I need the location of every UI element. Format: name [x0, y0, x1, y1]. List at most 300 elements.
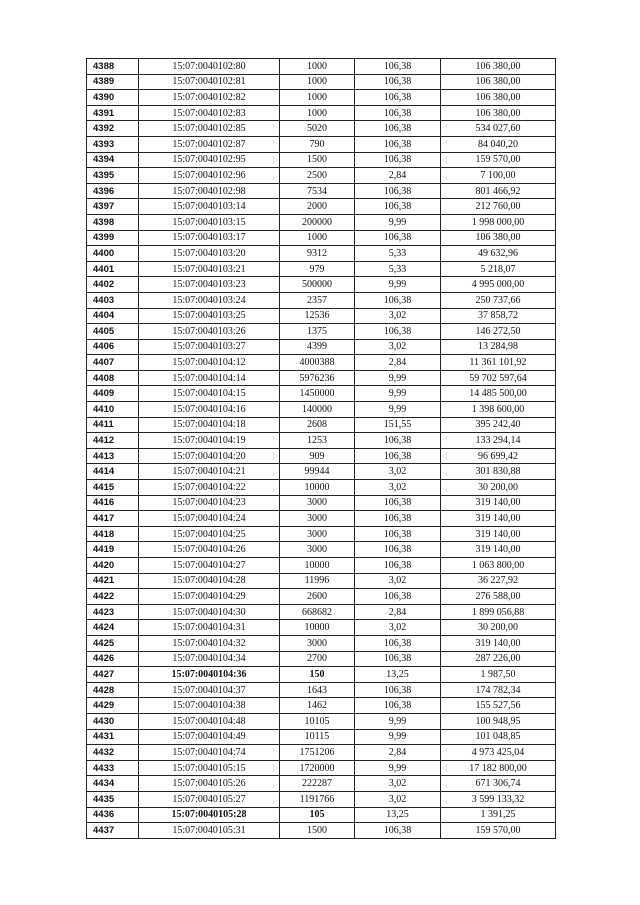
row-number-cell: 4417: [87, 511, 139, 527]
area-cell: 5020: [280, 121, 355, 137]
cadastral-value-cell: 319 140,00: [441, 495, 556, 511]
cadastral-number-cell: 15:07:0040102:85: [139, 121, 280, 137]
cadastral-value-cell: 1 998 000,00: [441, 214, 556, 230]
table-row: [87, 573, 556, 589]
cadastral-value-cell: 159 570,00: [441, 152, 556, 168]
cadastral-number-cell: 15:07:0040103:14: [139, 199, 280, 215]
row-number-cell: 4403: [87, 292, 139, 308]
row-number-cell: 4422: [87, 589, 139, 605]
table-row: [87, 136, 556, 152]
cadastral-value-cell: 13 284,98: [441, 339, 556, 355]
cadastral-number-cell: 15:07:0040104:19: [139, 433, 280, 449]
cadastral-number-cell: 15:07:0040102:80: [139, 59, 280, 75]
specific-value-cell: 106,38: [355, 136, 441, 152]
area-cell: 2000: [280, 199, 355, 215]
row-number-cell: 4436: [87, 807, 139, 823]
cadastral-number-cell: 15:07:0040104:38: [139, 698, 280, 714]
area-cell: 1375: [280, 324, 355, 340]
table-row: [87, 511, 556, 527]
specific-value-cell: 106,38: [355, 635, 441, 651]
specific-value-cell: 106,38: [355, 526, 441, 542]
area-cell: 2357: [280, 292, 355, 308]
table-row: [87, 651, 556, 667]
cadastral-number-cell: 15:07:0040104:30: [139, 604, 280, 620]
specific-value-cell: 106,38: [355, 74, 441, 90]
cadastral-value-cell: 106 380,00: [441, 59, 556, 75]
row-number-cell: 4401: [87, 261, 139, 277]
specific-value-cell: 106,38: [355, 324, 441, 340]
row-number-cell: 4404: [87, 308, 139, 324]
cadastral-value-cell: 11 361 101,92: [441, 355, 556, 371]
row-number-cell: 4431: [87, 729, 139, 745]
cadastral-number-cell: 15:07:0040104:31: [139, 620, 280, 636]
cadastral-number-cell: 15:07:0040103:20: [139, 246, 280, 262]
cadastral-value-cell: 5 218,07: [441, 261, 556, 277]
row-number-cell: 4406: [87, 339, 139, 355]
cadastral-number-cell: 15:07:0040104:18: [139, 417, 280, 433]
cadastral-value-cell: 96 699,42: [441, 448, 556, 464]
cadastral-value-cell: 106 380,00: [441, 105, 556, 121]
table-row: [87, 355, 556, 371]
specific-value-cell: 106,38: [355, 90, 441, 106]
cadastral-number-cell: 15:07:0040104:49: [139, 729, 280, 745]
area-cell: 2700: [280, 651, 355, 667]
row-number-cell: 4419: [87, 542, 139, 558]
table-row: [87, 402, 556, 418]
specific-value-cell: 106,38: [355, 511, 441, 527]
area-cell: 105: [280, 807, 355, 823]
cadastral-number-cell: 15:07:0040104:26: [139, 542, 280, 558]
specific-value-cell: 9,99: [355, 729, 441, 745]
cadastral-value-cell: 106 380,00: [441, 90, 556, 106]
table-row: [87, 542, 556, 558]
cadastral-number-cell: 15:07:0040105:15: [139, 760, 280, 776]
table-row: [87, 183, 556, 199]
specific-value-cell: 3,02: [355, 308, 441, 324]
area-cell: 4399: [280, 339, 355, 355]
row-number-cell: 4396: [87, 183, 139, 199]
specific-value-cell: 5,33: [355, 246, 441, 262]
cadastral-value-cell: 276 588,00: [441, 589, 556, 605]
area-cell: 7534: [280, 183, 355, 199]
table-row: [87, 339, 556, 355]
specific-value-cell: 106,38: [355, 183, 441, 199]
table-row: [87, 433, 556, 449]
area-cell: 10105: [280, 713, 355, 729]
table-row: [87, 308, 556, 324]
row-number-cell: 4388: [87, 59, 139, 75]
cadastral-value-cell: 106 380,00: [441, 230, 556, 246]
row-number-cell: 4414: [87, 464, 139, 480]
table-row: [87, 277, 556, 293]
table-row: [87, 230, 556, 246]
table-row: [87, 370, 556, 386]
row-number-cell: 4399: [87, 230, 139, 246]
area-cell: 1253: [280, 433, 355, 449]
row-number-cell: 4400: [87, 246, 139, 262]
cadastral-number-cell: 15:07:0040104:34: [139, 651, 280, 667]
area-cell: 9312: [280, 246, 355, 262]
row-number-cell: 4418: [87, 526, 139, 542]
area-cell: 2600: [280, 589, 355, 605]
table-row: [87, 667, 556, 683]
specific-value-cell: 13,25: [355, 667, 441, 683]
row-number-cell: 4394: [87, 152, 139, 168]
table-row: [87, 698, 556, 714]
specific-value-cell: 3,02: [355, 791, 441, 807]
table-row: [87, 121, 556, 137]
specific-value-cell: 3,02: [355, 573, 441, 589]
specific-value-cell: 3,02: [355, 464, 441, 480]
specific-value-cell: 151,55: [355, 417, 441, 433]
cadastral-number-cell: 15:07:0040104:14: [139, 370, 280, 386]
cadastral-value-cell: 37 858,72: [441, 308, 556, 324]
table-row: [87, 59, 556, 75]
row-number-cell: 4395: [87, 168, 139, 184]
cadastral-number-cell: 15:07:0040103:24: [139, 292, 280, 308]
specific-value-cell: 3,02: [355, 620, 441, 636]
specific-value-cell: 106,38: [355, 433, 441, 449]
specific-value-cell: 9,99: [355, 277, 441, 293]
cadastral-number-cell: 15:07:0040104:20: [139, 448, 280, 464]
cadastral-value-cell: 146 272,50: [441, 324, 556, 340]
area-cell: 200000: [280, 214, 355, 230]
row-number-cell: 4425: [87, 635, 139, 651]
area-cell: 1500: [280, 152, 355, 168]
row-number-cell: 4392: [87, 121, 139, 137]
cadastral-value-cell: 319 140,00: [441, 542, 556, 558]
area-cell: 1000: [280, 230, 355, 246]
table-row: [87, 448, 556, 464]
specific-value-cell: 5,33: [355, 261, 441, 277]
cadastral-value-cell: 319 140,00: [441, 526, 556, 542]
specific-value-cell: 106,38: [355, 199, 441, 215]
specific-value-cell: 106,38: [355, 152, 441, 168]
area-cell: 1000: [280, 59, 355, 75]
cadastral-number-cell: 15:07:0040104:16: [139, 402, 280, 418]
area-cell: 1720000: [280, 760, 355, 776]
cadastral-value-cell: 17 182 800,00: [441, 760, 556, 776]
row-number-cell: 4398: [87, 214, 139, 230]
table-row: [87, 464, 556, 480]
cadastral-number-cell: 15:07:0040105:31: [139, 823, 280, 839]
cadastral-number-cell: 15:07:0040102:82: [139, 90, 280, 106]
specific-value-cell: 9,99: [355, 214, 441, 230]
area-cell: 10115: [280, 729, 355, 745]
specific-value-cell: 3,02: [355, 776, 441, 792]
area-cell: 1000: [280, 90, 355, 106]
specific-value-cell: 106,38: [355, 542, 441, 558]
area-cell: 500000: [280, 277, 355, 293]
cadastral-number-cell: 15:07:0040105:27: [139, 791, 280, 807]
cadastral-number-cell: 15:07:0040103:15: [139, 214, 280, 230]
cadastral-value-cell: 106 380,00: [441, 74, 556, 90]
area-cell: 5976236: [280, 370, 355, 386]
cadastral-value-cell: 287 226,00: [441, 651, 556, 667]
table-row: [87, 791, 556, 807]
row-number-cell: 4426: [87, 651, 139, 667]
cadastral-value-cell: 3 599 133,32: [441, 791, 556, 807]
cadastral-value-cell: 4 973 425,04: [441, 745, 556, 761]
cadastral-value-cell: 59 702 597,64: [441, 370, 556, 386]
specific-value-cell: 106,38: [355, 651, 441, 667]
cadastral-number-cell: 15:07:0040104:25: [139, 526, 280, 542]
specific-value-cell: 9,99: [355, 760, 441, 776]
cadastral-number-cell: 15:07:0040102:96: [139, 168, 280, 184]
table-row: [87, 745, 556, 761]
table-row: [87, 90, 556, 106]
table-row: [87, 620, 556, 636]
specific-value-cell: 106,38: [355, 59, 441, 75]
area-cell: 12536: [280, 308, 355, 324]
table-row: [87, 105, 556, 121]
row-number-cell: 4427: [87, 667, 139, 683]
area-cell: 1000: [280, 74, 355, 90]
specific-value-cell: 106,38: [355, 448, 441, 464]
cadastral-number-cell: 15:07:0040104:29: [139, 589, 280, 605]
area-cell: 10000: [280, 558, 355, 574]
specific-value-cell: 3,02: [355, 339, 441, 355]
cadastral-value-cell: 159 570,00: [441, 823, 556, 839]
area-cell: 3000: [280, 526, 355, 542]
area-cell: 1191766: [280, 791, 355, 807]
cadastral-value-cell: 1 391,25: [441, 807, 556, 823]
area-cell: 668682: [280, 604, 355, 620]
cadastral-number-cell: 15:07:0040102:95: [139, 152, 280, 168]
table-row: [87, 168, 556, 184]
cadastral-number-cell: 15:07:0040103:26: [139, 324, 280, 340]
specific-value-cell: 2,84: [355, 168, 441, 184]
table-row: [87, 682, 556, 698]
row-number-cell: 4421: [87, 573, 139, 589]
area-cell: 3000: [280, 495, 355, 511]
table-row: [87, 246, 556, 262]
table-row: [87, 713, 556, 729]
cadastral-value-cell: 319 140,00: [441, 635, 556, 651]
specific-value-cell: 9,99: [355, 370, 441, 386]
cadastral-value-cell: 1 899 056,88: [441, 604, 556, 620]
area-cell: 3000: [280, 511, 355, 527]
cadastral-number-cell: 15:07:0040103:25: [139, 308, 280, 324]
area-cell: 2500: [280, 168, 355, 184]
cadastral-value-cell: 250 737,66: [441, 292, 556, 308]
specific-value-cell: 9,99: [355, 713, 441, 729]
cadastral-number-cell: 15:07:0040104:48: [139, 713, 280, 729]
table-row: [87, 526, 556, 542]
cadastral-number-cell: 15:07:0040102:98: [139, 183, 280, 199]
row-number-cell: 4416: [87, 495, 139, 511]
row-number-cell: 4434: [87, 776, 139, 792]
row-number-cell: 4389: [87, 74, 139, 90]
cadastral-number-cell: 15:07:0040104:22: [139, 480, 280, 496]
specific-value-cell: 2,84: [355, 745, 441, 761]
row-number-cell: 4411: [87, 417, 139, 433]
specific-value-cell: 106,38: [355, 823, 441, 839]
table-row: [87, 417, 556, 433]
area-cell: 1450000: [280, 386, 355, 402]
table-row: [87, 214, 556, 230]
cadastral-value-cell: 155 527,56: [441, 698, 556, 714]
area-cell: 150: [280, 667, 355, 683]
cadastral-value-table: [86, 58, 556, 839]
row-number-cell: 4432: [87, 745, 139, 761]
area-cell: 2608: [280, 417, 355, 433]
row-number-cell: 4428: [87, 682, 139, 698]
row-number-cell: 4424: [87, 620, 139, 636]
row-number-cell: 4391: [87, 105, 139, 121]
table-row: [87, 324, 556, 340]
cadastral-number-cell: 15:07:0040103:17: [139, 230, 280, 246]
table-row: [87, 760, 556, 776]
area-cell: 4000388: [280, 355, 355, 371]
table-row: [87, 495, 556, 511]
table-row: [87, 729, 556, 745]
cadastral-value-cell: 30 200,00: [441, 480, 556, 496]
cadastral-value-cell: 1 398 600,00: [441, 402, 556, 418]
table-row: [87, 604, 556, 620]
table-row: [87, 807, 556, 823]
row-number-cell: 4415: [87, 480, 139, 496]
row-number-cell: 4409: [87, 386, 139, 402]
specific-value-cell: 106,38: [355, 558, 441, 574]
row-number-cell: 4390: [87, 90, 139, 106]
table-row: [87, 199, 556, 215]
row-number-cell: 4393: [87, 136, 139, 152]
row-number-cell: 4429: [87, 698, 139, 714]
cadastral-value-cell: 14 485 500,00: [441, 386, 556, 402]
row-number-cell: 4420: [87, 558, 139, 574]
cadastral-number-cell: 15:07:0040104:74: [139, 745, 280, 761]
area-cell: 1751206: [280, 745, 355, 761]
area-cell: 10000: [280, 620, 355, 636]
cadastral-value-cell: 534 027,60: [441, 121, 556, 137]
area-cell: 222287: [280, 776, 355, 792]
table-row: [87, 152, 556, 168]
table-row: [87, 480, 556, 496]
table-row: [87, 558, 556, 574]
area-cell: 1500: [280, 823, 355, 839]
cadastral-number-cell: 15:07:0040104:15: [139, 386, 280, 402]
cadastral-number-cell: 15:07:0040102:87: [139, 136, 280, 152]
cadastral-value-cell: 671 306,74: [441, 776, 556, 792]
cadastral-value-cell: 801 466,92: [441, 183, 556, 199]
specific-value-cell: 2,84: [355, 355, 441, 371]
specific-value-cell: 106,38: [355, 495, 441, 511]
area-cell: 1643: [280, 682, 355, 698]
cadastral-value-cell: 4 995 000,00: [441, 277, 556, 293]
row-number-cell: 4397: [87, 199, 139, 215]
area-cell: 10000: [280, 480, 355, 496]
row-number-cell: 4423: [87, 604, 139, 620]
cadastral-value-cell: 301 830,88: [441, 464, 556, 480]
cadastral-number-cell: 15:07:0040104:21: [139, 464, 280, 480]
cadastral-value-cell: 36 227,92: [441, 573, 556, 589]
row-number-cell: 4402: [87, 277, 139, 293]
table-row: [87, 823, 556, 839]
table-row: [87, 292, 556, 308]
row-number-cell: 4410: [87, 402, 139, 418]
specific-value-cell: 106,38: [355, 292, 441, 308]
cadastral-value-cell: 30 200,00: [441, 620, 556, 636]
cadastral-number-cell: 15:07:0040105:26: [139, 776, 280, 792]
cadastral-number-cell: 15:07:0040104:32: [139, 635, 280, 651]
row-number-cell: 4435: [87, 791, 139, 807]
row-number-cell: 4405: [87, 324, 139, 340]
table-row: [87, 261, 556, 277]
area-cell: 99944: [280, 464, 355, 480]
area-cell: 1000: [280, 105, 355, 121]
specific-value-cell: 9,99: [355, 402, 441, 418]
cadastral-number-cell: 15:07:0040104:28: [139, 573, 280, 589]
area-cell: 11996: [280, 573, 355, 589]
table-row: [87, 776, 556, 792]
cadastral-value-cell: 100 948,95: [441, 713, 556, 729]
cadastral-number-cell: 15:07:0040104:23: [139, 495, 280, 511]
cadastral-value-cell: 174 782,34: [441, 682, 556, 698]
cadastral-number-cell: 15:07:0040105:28: [139, 807, 280, 823]
specific-value-cell: 13,25: [355, 807, 441, 823]
specific-value-cell: 106,38: [355, 682, 441, 698]
specific-value-cell: 106,38: [355, 589, 441, 605]
cadastral-value-cell: 133 294,14: [441, 433, 556, 449]
area-cell: 3000: [280, 635, 355, 651]
table-row: [87, 589, 556, 605]
table-row: [87, 635, 556, 651]
cadastral-value-cell: 1 063 800,00: [441, 558, 556, 574]
cadastral-number-cell: 15:07:0040104:37: [139, 682, 280, 698]
row-number-cell: 4433: [87, 760, 139, 776]
table-row: [87, 74, 556, 90]
cadastral-value-cell: 101 048,85: [441, 729, 556, 745]
area-cell: 1462: [280, 698, 355, 714]
row-number-cell: 4407: [87, 355, 139, 371]
cadastral-number-cell: 15:07:0040104:12: [139, 355, 280, 371]
specific-value-cell: 106,38: [355, 698, 441, 714]
cadastral-value-cell: 49 632,96: [441, 246, 556, 262]
cadastral-value-cell: 395 242,40: [441, 417, 556, 433]
table-row: [87, 386, 556, 402]
row-number-cell: 4408: [87, 370, 139, 386]
row-number-cell: 4413: [87, 448, 139, 464]
row-number-cell: 4437: [87, 823, 139, 839]
cadastral-value-cell: 84 040,20: [441, 136, 556, 152]
cadastral-number-cell: 15:07:0040104:27: [139, 558, 280, 574]
specific-value-cell: 3,02: [355, 480, 441, 496]
cadastral-number-cell: 15:07:0040102:81: [139, 74, 280, 90]
specific-value-cell: 106,38: [355, 105, 441, 121]
area-cell: 790: [280, 136, 355, 152]
cadastral-value-cell: 7 100,00: [441, 168, 556, 184]
area-cell: 979: [280, 261, 355, 277]
specific-value-cell: 106,38: [355, 121, 441, 137]
cadastral-number-cell: 15:07:0040103:23: [139, 277, 280, 293]
cadastral-number-cell: 15:07:0040103:21: [139, 261, 280, 277]
row-number-cell: 4430: [87, 713, 139, 729]
cadastral-value-cell: 319 140,00: [441, 511, 556, 527]
cadastral-number-cell: 15:07:0040104:36: [139, 667, 280, 683]
cadastral-number-cell: 15:07:0040103:27: [139, 339, 280, 355]
table-body: [87, 59, 556, 839]
specific-value-cell: 106,38: [355, 230, 441, 246]
specific-value-cell: 9,99: [355, 386, 441, 402]
row-number-cell: 4412: [87, 433, 139, 449]
area-cell: 909: [280, 448, 355, 464]
area-cell: 3000: [280, 542, 355, 558]
cadastral-value-cell: 212 760,00: [441, 199, 556, 215]
cadastral-number-cell: 15:07:0040104:24: [139, 511, 280, 527]
area-cell: 140000: [280, 402, 355, 418]
cadastral-value-cell: 1 987,50: [441, 667, 556, 683]
